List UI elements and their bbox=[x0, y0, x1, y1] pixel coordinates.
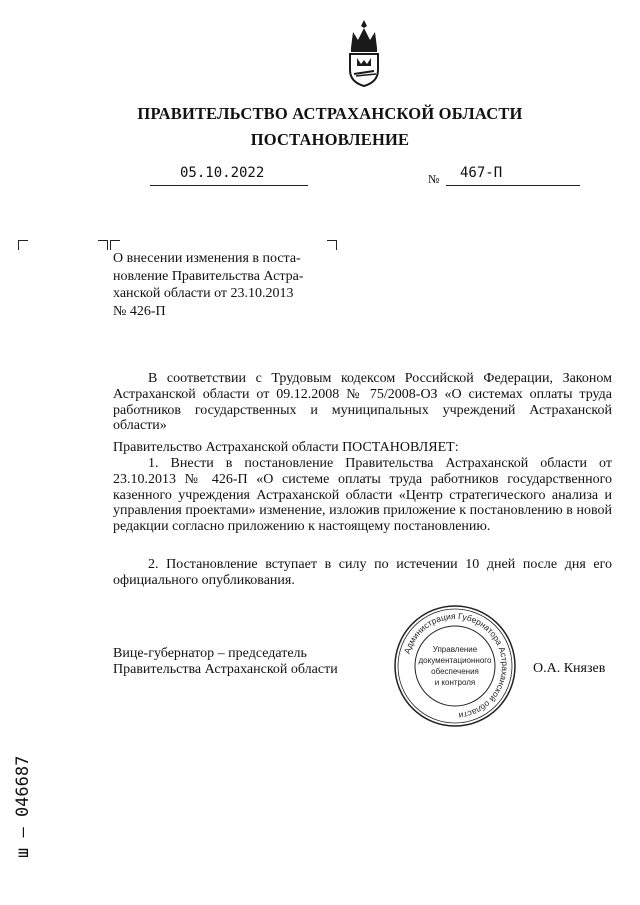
signatory-name: О.А. Князев bbox=[533, 661, 606, 676]
body-paragraph-item-1: 1. Внести в постановление Правительства Астраханской области от 23.10.2013 № 426-П «О системе оплаты труда работников государственного казенного учреждения Астраханской области «Центр стратегического анализа и управления проектами» изменение, изложив приложение к постановлению в новой редакции согласно приложению к настоящему постановлению. bbox=[113, 456, 612, 535]
number-underline bbox=[446, 185, 580, 186]
body-paragraph-resolves: Правительство Астраханской области ПОСТАНОВЛЯЕТ: bbox=[113, 440, 459, 455]
stamp-ring-text: Администрация Губернатора Астраханской области bbox=[401, 610, 511, 721]
signatory-position-line-2: Правительства Астраханской области bbox=[113, 662, 338, 677]
corner-mark-left bbox=[18, 240, 28, 250]
stamp-center-line: обеспечения bbox=[431, 667, 479, 676]
subject-line: новление Правительства Астра- bbox=[113, 268, 304, 284]
subject-line: № 426-П bbox=[113, 303, 166, 319]
official-stamp bbox=[393, 604, 517, 728]
date-underline bbox=[150, 185, 308, 186]
number-sign: № bbox=[428, 172, 440, 186]
organization-title: ПРАВИТЕЛЬСТВО АСТРАХАНСКОЙ ОБЛАСТИ bbox=[137, 104, 523, 123]
stamp-center-line: Управление bbox=[432, 645, 478, 654]
body-paragraph-preamble: В соответствии с Трудовым кодексом Российской Федерации, Законом Астраханской области от 09.12.2008 № 75/2008-ОЗ «О системах оплаты труда работников государственных и муниципальных учреждений Астраханской области» bbox=[113, 371, 612, 434]
coat-of-arms-emblem bbox=[343, 18, 385, 88]
stamp-center-line: и контроля bbox=[434, 678, 476, 687]
document-date: 05.10.2022 bbox=[180, 165, 265, 181]
subject-line: О внесении изменения в поста- bbox=[113, 251, 301, 266]
subject-line: ханской области от 23.10.2013 bbox=[113, 286, 294, 301]
stamp-center-line: документационного bbox=[418, 656, 492, 665]
signatory-position-line-1: Вице-губернатор – председатель bbox=[113, 646, 307, 661]
corner-mark-subject-right bbox=[327, 240, 337, 250]
document-type-title: ПОСТАНОВЛЕНИЕ bbox=[250, 130, 410, 149]
document-subject bbox=[113, 250, 329, 320]
body-paragraph-item-2: 2. Постановление вступает в силу по истечении 10 дней после дня его официального опубликования. bbox=[113, 557, 612, 588]
corner-mark-subject-left-a bbox=[98, 240, 108, 250]
document-number: 467-П bbox=[460, 165, 503, 181]
svg-text:ш – 046687: ш – 046687 bbox=[13, 755, 33, 858]
corner-mark-subject-left-b bbox=[110, 240, 120, 250]
form-serial-number bbox=[0, 700, 40, 860]
